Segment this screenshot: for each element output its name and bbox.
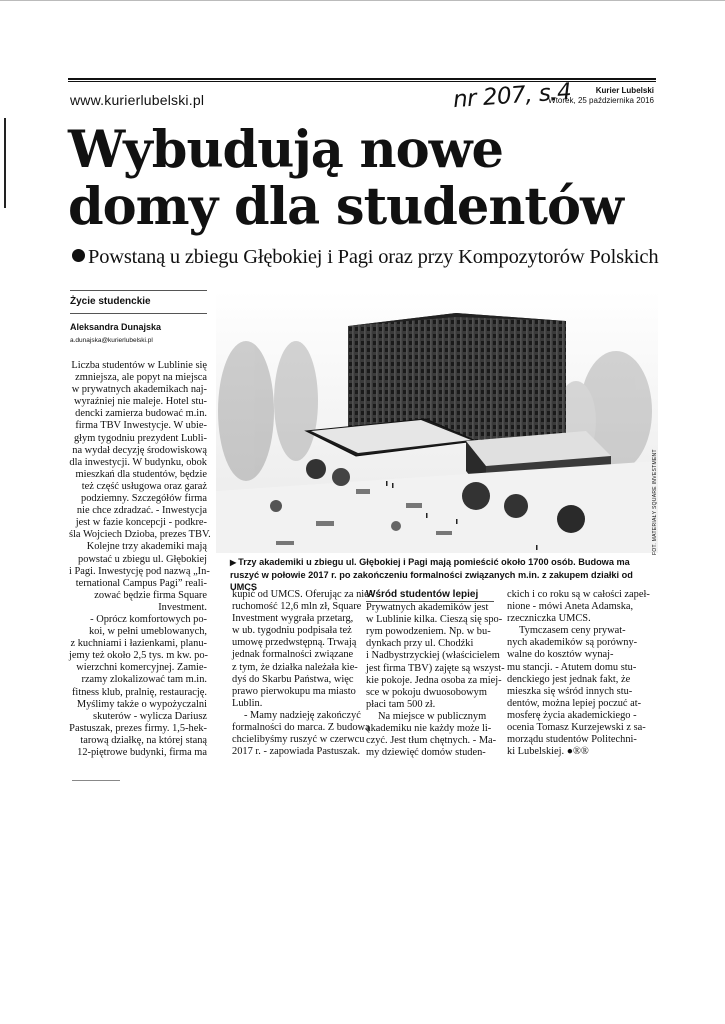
text-line: powstać u zbiegu ul. Głębokiej xyxy=(78,553,207,565)
text-line: w Lublinie kilka. Cieszą się spo- xyxy=(366,614,503,626)
section-rule-top xyxy=(70,290,207,291)
article-column-4 xyxy=(507,589,650,758)
text-line: ruchomość 12,6 mln zł, Square xyxy=(232,601,362,613)
text-line: czyć. Jest tłum chętnych. - Ma- xyxy=(366,735,497,747)
text-line: ternational Campus Pagi” reali- xyxy=(75,577,207,589)
text-line: i Pagi. Inwestycję pod nazwą „In- xyxy=(69,565,210,577)
text-line: dentów, można lepiej poczuć at- xyxy=(507,697,642,709)
text-line: dyś do Skarbu Państwa, więc xyxy=(232,673,354,685)
text-line: nione - mówi Aneta Adamska, xyxy=(507,601,634,613)
author-name: Aleksandra Dunajska xyxy=(70,322,162,332)
text-line: i Nadbystrzyckiej (właścicielem xyxy=(366,650,500,662)
author-email: a.dunajska@kurierlubelski.pl xyxy=(70,337,153,344)
text-line: akademiku nie każdy może li- xyxy=(366,723,492,735)
text-line: ocenia Tomasz Kurzejewski z sa- xyxy=(507,722,646,734)
text-line: Investment. xyxy=(158,601,207,613)
photo-credit: FOT. MATERIAŁY SQUARE INVESTMENT xyxy=(652,449,658,555)
text-line: na wydał decyzję środowiskową xyxy=(72,444,207,456)
text-line: Na miejsce w publicznym xyxy=(378,710,487,722)
text-line: Kolejne trzy akademiki mają xyxy=(86,541,207,553)
text-line: nie chce zdradzać. - Inwestycja xyxy=(76,505,207,517)
end-rule xyxy=(72,780,120,781)
text-line: umowę przedwstępną. Trwają xyxy=(232,637,357,649)
text-line: prawo pierwokupu ma miasto xyxy=(232,685,356,697)
text-line: 12-piętrowe budynki, firma ma xyxy=(77,747,207,758)
text-line: Investment wygrała przetarg, xyxy=(232,613,354,625)
text-line: ki Lubelskiej. ●®® xyxy=(507,746,589,758)
text-line: Myślimy także o wypożyczalni xyxy=(76,698,207,710)
text-line: my dziewięć domów studen- xyxy=(366,747,486,759)
text-line: koi, w pełni umeblowanych, xyxy=(88,626,207,638)
text-line: dla inwestycji. W budynku, obok xyxy=(69,456,207,468)
photo-caption xyxy=(230,556,658,593)
text-line: Tymczasem ceny prywat- xyxy=(519,625,626,637)
headline xyxy=(68,122,623,236)
text-line: z kuchniami i łazienkami, planu- xyxy=(70,638,207,650)
text-line: rym powodzeniem. Np. w bu- xyxy=(366,626,491,638)
text-line: wierzchni komercyjnej. Zamie- xyxy=(76,662,207,674)
text-line: śla Wojciech Dzioba, prezes TBV. xyxy=(69,529,211,541)
text-line: wyraźniej nie maleje. Hotel stu- xyxy=(73,396,207,408)
text-line: chcielibyśmy ruszyć w czerwcu xyxy=(232,734,365,746)
text-line: morządu studentów Politechni- xyxy=(507,734,637,746)
text-line: fitness klub, pralnię, restaurację. xyxy=(71,686,207,698)
text-line: jest firma TBV) zajęte są wszyst- xyxy=(366,662,505,674)
text-line: w prywatnych akademikach naj- xyxy=(71,384,207,396)
text-line: - Mamy nadzieję zakończyć xyxy=(244,709,361,721)
text-line: 2017 r. - zapowiada Pastuszak. xyxy=(232,746,361,758)
text-line: formalności do marca. Z budową xyxy=(232,722,370,734)
caption-arrow-icon: ▶ xyxy=(230,558,237,567)
text-line: mosferę życia akademickiego - xyxy=(507,709,637,721)
text-line: mieszkań dla studentów, będzie xyxy=(75,468,207,480)
text-line: kupić od UMCS. Oferując za nie- xyxy=(232,589,373,600)
text-line: płaci tam 500 zł. xyxy=(366,698,436,710)
text-line: podziemny. Szczegółów firma xyxy=(81,493,207,505)
text-line: dencki zamierza budować m.in. xyxy=(75,408,207,420)
site-url: www.kurierlubelski.pl xyxy=(70,92,205,108)
text-line: Lublin. xyxy=(232,697,263,709)
text-line: zować będzie firma Square xyxy=(94,589,207,601)
text-line: w ub. tygodniu podpisała też xyxy=(232,625,352,637)
text-line: walne do kosztów wynaj- xyxy=(507,649,614,661)
tower-right xyxy=(456,313,566,441)
text-line: ckich i co roku są w całości zapeł- xyxy=(507,589,650,600)
section-label: Życie studenckie xyxy=(70,296,151,307)
article-column-1 xyxy=(69,360,211,759)
text-line: też część usługowa oraz garaż xyxy=(81,480,207,492)
text-line: z tym, że działka należała kie- xyxy=(232,661,358,673)
column-subhead: Wśród studentów lepiej xyxy=(366,589,479,600)
text-line: głym tygodniu prezydent Lubli- xyxy=(73,432,207,444)
text-line: rzeczniczka UMCS. xyxy=(507,613,591,625)
text-line: rzamy zlokalizować tam m.in. xyxy=(81,674,207,686)
text-line: denckiego jest jednak fakt, że xyxy=(507,673,631,685)
text-line: jemy też około 2,5 tys. m kw. po- xyxy=(69,650,209,662)
text-line: dynkach przy ul. Chodźki xyxy=(366,638,474,650)
subhead xyxy=(72,246,658,269)
text-line: firma TBV Inwestycje. W ubie- xyxy=(75,420,207,432)
scan-left-edge xyxy=(4,118,6,208)
scan-top-edge xyxy=(0,0,725,6)
masthead xyxy=(548,86,654,105)
text-line: nych akademików są porówny- xyxy=(507,637,638,649)
text-line: Prywatnych akademików jest xyxy=(366,602,489,614)
text-line: Liczba studentów w Lublinie się xyxy=(71,360,207,371)
headline-line-1: Wybudują nowe xyxy=(68,120,503,180)
text-line: mu stancji. - Atutem domu stu- xyxy=(507,661,637,673)
text-line: kie pokoje. Jedna osoba za miej- xyxy=(366,674,502,686)
text-line: sce w pokoju dwuosobowym xyxy=(366,686,487,698)
text-line: Pastuszak, prezes firmy. 1,5-hek- xyxy=(69,722,207,734)
text-line: mieszka się wśród innych stu- xyxy=(507,685,633,697)
text-line: skuterów - wylicza Dariusz xyxy=(93,710,207,722)
section-rule-bottom xyxy=(70,313,207,314)
subhead-text: Powstaną u zbiegu Głębokiej i Pagi oraz przy Kompozytorów Polskich xyxy=(88,246,659,268)
text-line: jednak formalności związane xyxy=(232,649,354,661)
text-line: zmniejsza, ale popyt na miejsca xyxy=(75,372,207,384)
paper-name: Kurier Lubelski xyxy=(595,86,654,95)
issue-date: Wtorek, 25 października 2016 xyxy=(548,96,654,105)
headline-line-2: domy dla studentów xyxy=(68,177,623,237)
subhead-underline xyxy=(366,601,494,602)
caption-text: Trzy akademiki u zbiegu ul. Głębokiej i Pagi mają pomieścić około 1700 osób. Budowa ma ruszyć w połowie 2017 r. po zakończeniu formalności związanych m.in. z zakupem działki od UMCS xyxy=(230,557,633,592)
article-column-3 xyxy=(366,589,505,759)
text-line: jest w fazie koncepcji - podkre- xyxy=(75,517,207,529)
article-column-2 xyxy=(232,589,373,758)
handwritten-note: nr 207, s.4 xyxy=(452,78,573,114)
bullet-icon xyxy=(72,249,85,262)
text-line: tarową działkę, na której staną xyxy=(80,734,207,746)
building-rendering-photo xyxy=(216,291,658,553)
text-line: - Oprócz komfortowych po- xyxy=(90,613,207,625)
